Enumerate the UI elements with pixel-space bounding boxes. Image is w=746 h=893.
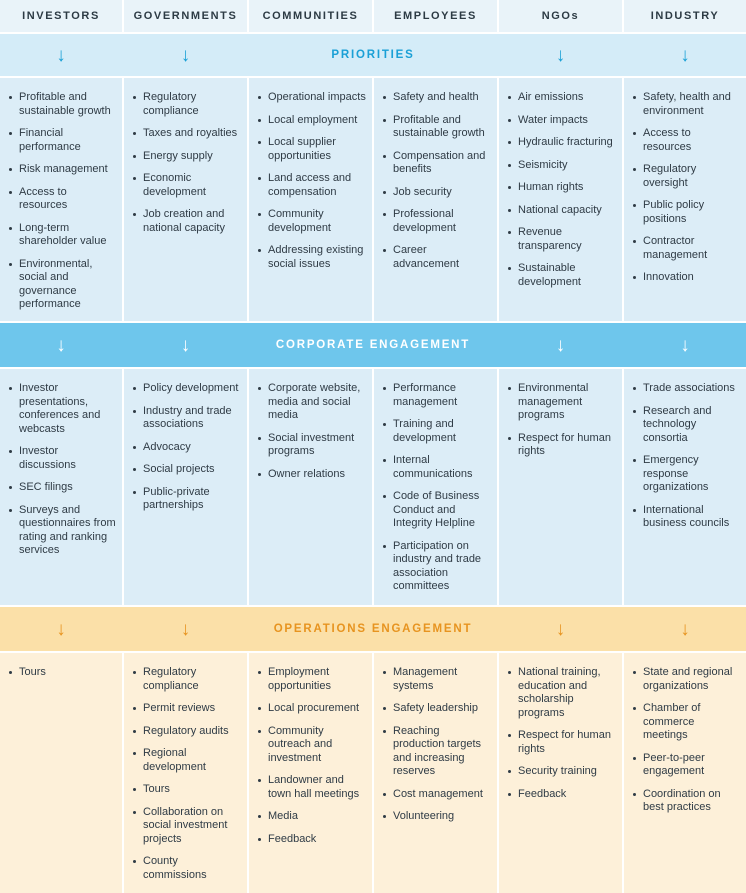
list-item: Access to resources (633, 127, 740, 154)
list-item: Addressing existing social issues (258, 244, 366, 271)
arrow-down-icon: ↓ (56, 44, 66, 66)
list-item: Seismicity (508, 159, 616, 173)
list-item: Public policy positions (633, 199, 740, 226)
list-item: Industry and trade associations (133, 405, 241, 432)
list-item: Financial performance (9, 127, 116, 154)
arrow-down-icon: ↓ (555, 334, 566, 356)
bullet-list (9, 666, 116, 680)
corporate-industry-cell (624, 369, 746, 605)
list-item: Contractor management (633, 235, 740, 262)
list-item: Participation on industry and trade association committees (383, 540, 491, 594)
header-governments: GOVERNMENTS (124, 0, 247, 32)
arrow-down-icon: ↓ (180, 44, 191, 66)
list-item: SEC filings (9, 481, 116, 495)
list-item: Community development (258, 208, 366, 235)
list-item: Feedback (508, 788, 616, 802)
list-item: Job security (383, 186, 491, 200)
corporate-ngos-cell (499, 369, 622, 605)
header-ngos: NGOs (499, 0, 622, 32)
list-item: Training and development (383, 418, 491, 445)
list-item: Safety, health and environment (633, 91, 740, 118)
operations-ngos-cell (499, 653, 622, 893)
list-item: Investor discussions (9, 445, 116, 472)
list-item: County commissions (133, 855, 241, 882)
corporate-engagement-title: CORPORATE ENGAGEMENT (275, 339, 471, 351)
list-item: Safety and health (383, 91, 491, 105)
priorities-communities-cell (249, 78, 372, 321)
list-item: Tours (133, 783, 241, 797)
arrow-down-icon: ↓ (555, 618, 566, 640)
list-item: Environmental management programs (508, 382, 616, 423)
bullet-list (383, 91, 491, 271)
bullet-list (258, 91, 366, 271)
list-item: Water impacts (508, 114, 616, 128)
arrow-down-icon: ↓ (680, 44, 690, 66)
list-item: Chamber of commerce meetings (633, 702, 740, 743)
list-item: Job creation and national capacity (133, 208, 241, 235)
list-item: Regional development (133, 747, 241, 774)
list-item: Respect for human rights (508, 432, 616, 459)
priorities-title: PRIORITIES (331, 49, 415, 61)
priorities-band (0, 34, 746, 76)
priorities-ngos-cell (499, 78, 622, 321)
bullet-list (633, 91, 740, 285)
bullet-list (508, 382, 616, 459)
list-item: Risk management (9, 163, 116, 177)
bullet-list (9, 91, 116, 312)
arrow-down-icon: ↓ (680, 334, 690, 356)
list-item: Performance management (383, 382, 491, 409)
list-item: Owner relations (258, 468, 366, 482)
list-item: Permit reviews (133, 702, 241, 716)
list-item: Local procurement (258, 702, 366, 716)
list-item: State and regional organizations (633, 666, 740, 693)
list-item: Social projects (133, 463, 241, 477)
bullet-list (508, 666, 616, 801)
list-item: Collaboration on social investment projects (133, 806, 241, 847)
list-item: Management systems (383, 666, 491, 693)
list-item: Employment opportunities (258, 666, 366, 693)
list-item: Respect for human rights (508, 729, 616, 756)
header-communities: COMMUNITIES (249, 0, 372, 32)
list-item: Land access and compensation (258, 172, 366, 199)
priorities-employees-cell (374, 78, 497, 321)
list-item: Cost management (383, 788, 491, 802)
list-item: Coordination on best practices (633, 788, 740, 815)
list-item: Sustainable development (508, 262, 616, 289)
list-item: Trade associations (633, 382, 740, 396)
list-item: Regulatory compliance (133, 91, 241, 118)
list-item: Career advancement (383, 244, 491, 271)
header-investors: INVESTORS (0, 0, 122, 32)
list-item: Volunteering (383, 810, 491, 824)
list-item: Long-term shareholder value (9, 222, 116, 249)
operations-employees-cell (374, 653, 497, 893)
list-item: Regulatory oversight (633, 163, 740, 190)
list-item: Code of Business Conduct and Integrity Helpline (383, 490, 491, 531)
arrow-down-icon: ↓ (180, 618, 191, 640)
header-industry: INDUSTRY (624, 0, 746, 32)
list-item: Safety leadership (383, 702, 491, 716)
bullet-list (133, 91, 241, 235)
list-item: Local supplier opportunities (258, 136, 366, 163)
operations-investors-cell (0, 653, 122, 893)
priorities-governments-cell (124, 78, 247, 321)
list-item: Feedback (258, 833, 366, 847)
list-item: Revenue transparency (508, 226, 616, 253)
list-item: Tours (9, 666, 116, 680)
bullet-list (9, 382, 116, 558)
list-item: Compensation and benefits (383, 150, 491, 177)
corporate-governments-cell (124, 369, 247, 605)
list-item: Advocacy (133, 441, 241, 455)
arrow-down-icon: ↓ (56, 334, 66, 356)
operations-industry-cell (624, 653, 746, 893)
header-employees: EMPLOYEES (374, 0, 497, 32)
arrow-down-icon: ↓ (56, 618, 66, 640)
operations-communities-cell (249, 653, 372, 893)
list-item: Profitable and sustainable growth (9, 91, 116, 118)
list-item: Public-private partnerships (133, 486, 241, 513)
list-item: Internal communications (383, 454, 491, 481)
list-item: National capacity (508, 204, 616, 218)
list-item: Innovation (633, 271, 740, 285)
list-item: Air emissions (508, 91, 616, 105)
list-item: Regulatory compliance (133, 666, 241, 693)
operations-engagement-title: OPERATIONS ENGAGEMENT (273, 623, 473, 635)
list-item: Policy development (133, 382, 241, 396)
bullet-list (133, 666, 241, 882)
list-item: Professional development (383, 208, 491, 235)
corporate-investors-cell (0, 369, 122, 605)
list-item: National training, education and scholarship programs (508, 666, 616, 720)
list-item: Regulatory audits (133, 725, 241, 739)
list-item: Peer-to-peer engagement (633, 752, 740, 779)
list-item: Social investment programs (258, 432, 366, 459)
corporate-engagement-band (0, 323, 746, 367)
corporate-communities-cell (249, 369, 372, 605)
list-item: Local employment (258, 114, 366, 128)
list-item: Community outreach and investment (258, 725, 366, 766)
list-item: Investor presentations, conferences and webcasts (9, 382, 116, 436)
bullet-list (383, 382, 491, 594)
list-item: Surveys and questionnaires from rating and ranking services (9, 504, 116, 558)
list-item: Landowner and town hall meetings (258, 774, 366, 801)
bullet-list (508, 91, 616, 289)
list-item: Environmental, social and governance performance (9, 258, 116, 312)
list-item: Emergency response organizations (633, 454, 740, 495)
list-item: Human rights (508, 181, 616, 195)
list-item: Corporate website, media and social media (258, 382, 366, 423)
operations-engagement-band (0, 607, 746, 651)
list-item: Hydraulic fracturing (508, 136, 616, 150)
list-item: Operational impacts (258, 91, 366, 105)
list-item: Media (258, 810, 366, 824)
arrow-down-icon: ↓ (680, 618, 690, 640)
list-item: Economic development (133, 172, 241, 199)
bullet-list (258, 382, 366, 481)
bullet-list (258, 666, 366, 846)
priorities-industry-cell (624, 78, 746, 321)
list-item: Access to resources (9, 186, 116, 213)
operations-governments-cell (124, 653, 247, 893)
list-item: Taxes and royalties (133, 127, 241, 141)
priorities-investors-cell (0, 78, 122, 321)
list-item: Reaching production targets and increasing reserves (383, 725, 491, 779)
list-item: Security training (508, 765, 616, 779)
list-item: International business councils (633, 504, 740, 531)
bullet-list (133, 382, 241, 513)
list-item: Research and technology consortia (633, 405, 740, 446)
list-item: Energy supply (133, 150, 241, 164)
bullet-list (383, 666, 491, 824)
arrow-down-icon: ↓ (555, 44, 566, 66)
bullet-list (633, 382, 740, 531)
arrow-down-icon: ↓ (180, 334, 191, 356)
corporate-employees-cell (374, 369, 497, 605)
bullet-list (633, 666, 740, 815)
list-item: Profitable and sustainable growth (383, 114, 491, 141)
